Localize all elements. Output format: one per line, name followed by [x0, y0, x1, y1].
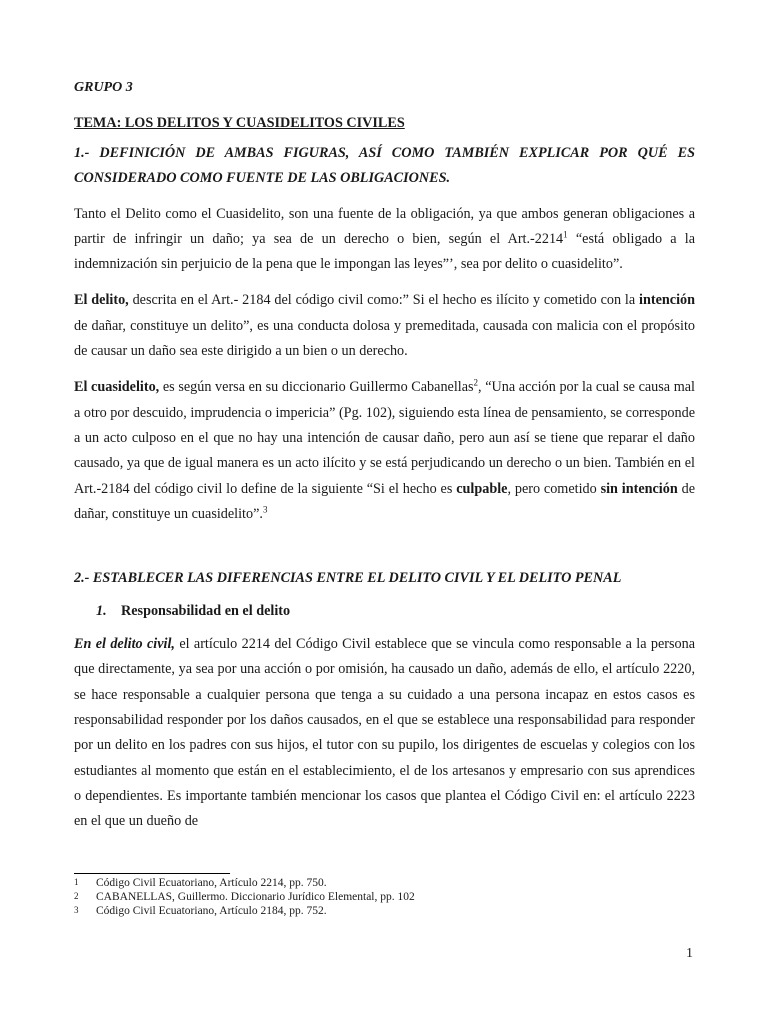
footnote-ref: 3: [262, 504, 268, 515]
footnote-text: Código Civil Ecuatoriano, Artículo 2214, pp. 750.: [96, 877, 327, 889]
topic-title: TEMA: LOS DELITOS Y CUASIDELITOS CIVILES: [74, 115, 405, 131]
paragraph-text: Tanto el Delito como el Cuasidelito, son una fuente de la obligación, ya que ambos generan obligaciones a partir de infringir un daño; ya sea de un derecho o bien, según el Art.-2214: [74, 205, 695, 247]
paragraph-delito-civil: [74, 632, 695, 834]
footnote-ref: 1: [563, 229, 568, 240]
footnote-ref: 2: [473, 377, 479, 388]
footnote: [74, 904, 415, 918]
subsection-heading: [74, 601, 695, 621]
footnote-text: Código Civil Ecuatoriano, Artículo 2184, pp. 752.: [96, 905, 327, 917]
bold-term: El delito,: [74, 292, 129, 309]
footnote: [74, 876, 415, 890]
bold-italic-term: En el delito civil,: [74, 636, 175, 653]
bold-term: sin intención: [600, 480, 678, 497]
paragraph-definition: [74, 202, 695, 278]
paragraph-text: “está obligado a la indemnización sin perjuicio de la pena que le impongan las leyes”’, sea por delito o cuasidelito”.: [74, 230, 695, 273]
paragraph-text: , “Una acción por la cual se causa mal a otro por descuido, imprudencia o impericia” (Pg. 102), siguiendo esta línea de pensamiento, se corresponde a un acto culposo en el que no hay una intención de causar daño, pero aun así se tiene que reparar el daño causado, ya que de igual manera es un acto ilícito y se está perjudicando un derecho o un bien. También en el Art.-2184 del código civil lo define de la siguiente “Si el hecho es: [74, 379, 696, 497]
footnote-mark: 1: [74, 877, 79, 887]
footnote-text: CABANELLAS, Guillermo. Diccionario Jurídico Elemental, pp. 102: [96, 891, 415, 903]
paragraph-text: de dañar, constituye un cuasidelito”.: [74, 480, 695, 522]
footnotes: [74, 876, 415, 918]
paragraph-text: es según versa en su diccionario Guillermo Cabanellas: [159, 379, 474, 396]
footnote-mark: 3: [74, 905, 79, 915]
bold-term: culpable: [456, 480, 508, 497]
list-number: 1.: [96, 603, 107, 620]
paragraph-text: descrita en el Art.- 2184 del código civil como:” Si el hecho es ilícito y cometido con la: [128, 292, 640, 309]
document-page: [74, 78, 695, 835]
footnote-mark: 2: [74, 891, 79, 901]
page-number: 1: [686, 946, 693, 961]
section-heading-1: 1.- DEFINICIÓN DE AMBAS FIGURAS, ASÍ COMO TAMBIÉN EXPLICAR POR QUÉ ES CONSIDERADO COMO FUENTE DE LAS OBLIGACIONES.: [74, 145, 695, 187]
bold-term: intención: [639, 292, 696, 309]
paragraph-cuasidelito: [74, 375, 695, 527]
footnote-separator: [74, 873, 230, 874]
section-heading-2: 2.- ESTABLECER LAS DIFERENCIAS ENTRE EL DELITO CIVIL Y EL DELITO PENAL: [74, 570, 622, 587]
footnote: [74, 890, 415, 904]
subsection-label: Responsabilidad en el delito: [121, 603, 291, 620]
bold-term: El cuasidelito,: [74, 379, 160, 396]
paragraph-text: de dañar, constituye un delito”, es una conducta dolosa y premeditada, causada con malicia con el propósito de causar un daño sea este dirigido a un bien o un derecho.: [74, 317, 695, 360]
group-label: GRUPO 3: [74, 80, 133, 95]
paragraph-text: el artículo 2214 del Código Civil establece que se vincula como responsable a la persona que directamente, ya sea por una acción o por omisión, ha causado un daño, además de ello, el artículo 2220, se hace responsable a cualquier persona que tenga a su cuidado a una persona incapaz en estos casos es responsabilidad responder por los daños causados, en el que se establece una responsabilidad para responder por un delito en los padres con sus hijos, el tutor con su pupilo, los dirigentes de escuelas y colegios con los estudiantes al momento que están en el establecimiento, el de los artesanos y empresario con sus aprendices o dependientes. Es importante también mencionar los casos que plantea el Código Civil en: el artículo 2223 en el que un dueño de: [74, 636, 695, 830]
paragraph-delito: [74, 288, 695, 364]
paragraph-text: , pero cometido: [507, 480, 601, 497]
